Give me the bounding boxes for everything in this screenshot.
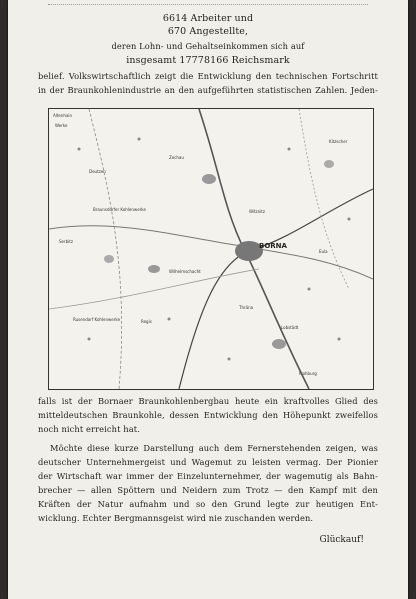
para3-line-2: deutscher Unternehmergeist und Wagemut zu leisten vermag. Der Pionier	[38, 457, 378, 467]
map-label-borna: BORNA	[259, 242, 287, 250]
map-label-witznitz: Witznitz	[249, 209, 265, 214]
text-employees: 670 Angestellte,	[167, 26, 249, 37]
map-label-braunsdorfer: Braunsdorfer Kohlenwerke	[93, 207, 146, 212]
map-label-thraena: Thräna	[239, 305, 254, 310]
text-income-line: deren Lohn- und Gehaltseinkommen sich auf	[111, 41, 305, 51]
map-label-lobstaedt: Lobstädt	[281, 325, 299, 330]
map-label-werke: Werke	[55, 123, 68, 128]
map-label-deutzen: Deutzen	[89, 169, 106, 174]
map-label-kitzscher: Kitzscher	[329, 139, 348, 144]
para1-line-1: belief. Volkswirtschaftlich zeigt die Entwicklung den technischen Fortschritt	[38, 71, 378, 81]
para3-line-4: brecher — allen Spöttern und Neidern zum Trotz — den Kampf mit den	[38, 485, 378, 495]
para1-line-2: in der Braunkohlenindustrie an den aufgeführten statistischen Zahlen. Jeden-	[38, 85, 378, 95]
para2-line-3: noch nicht erreicht hat.	[38, 424, 140, 434]
map-label-altenhain: Altenhain	[53, 113, 73, 118]
para3-line-3: der Wirtschaft war immer der Einzelunternehmer, der wagemutig als Bahn-	[38, 471, 378, 481]
signoff: Glückauf!	[319, 535, 364, 545]
map-label-zechau: Zechau	[169, 155, 184, 160]
para3-line-5: Kräften der Natur aufnahm und so den Grund legte zur heutigen Ent-	[38, 499, 378, 509]
document-page	[8, 0, 408, 599]
text-workers: 6614 Arbeiter und	[162, 13, 254, 24]
map-label-serbitz: Serbitz	[59, 239, 73, 244]
text-total-amount: insgesamt 17778166 Reichsmark	[126, 55, 290, 66]
map-label-regis: Regis	[141, 319, 152, 324]
para2-line-1: falls ist der Bornaer Braunkohlenbergbau heute ein kraftvolles Glied des	[38, 396, 378, 406]
para3-line-6: wicklung. Echter Bergmannsgeist wird nie zuschanden werden.	[38, 513, 314, 523]
map-label-eula: Eula	[319, 249, 328, 254]
para3-line-1: Möchte diese kurze Darstellung auch dem Fernerstehenden zeigen, was	[50, 443, 378, 453]
map-label-frohburg: Frohburg	[299, 371, 317, 376]
region-map	[48, 108, 374, 390]
para2-line-2: mitteldeutschen Braunkohle, dessen Entwicklung den Höhepunkt zweifellos	[38, 410, 378, 420]
map-label-rusendorf: Rusendorf Kohlenwerke	[73, 317, 121, 322]
map-label-wilhelmschacht: Wilhelmschacht	[169, 269, 201, 274]
torn-top-edge	[48, 0, 368, 5]
